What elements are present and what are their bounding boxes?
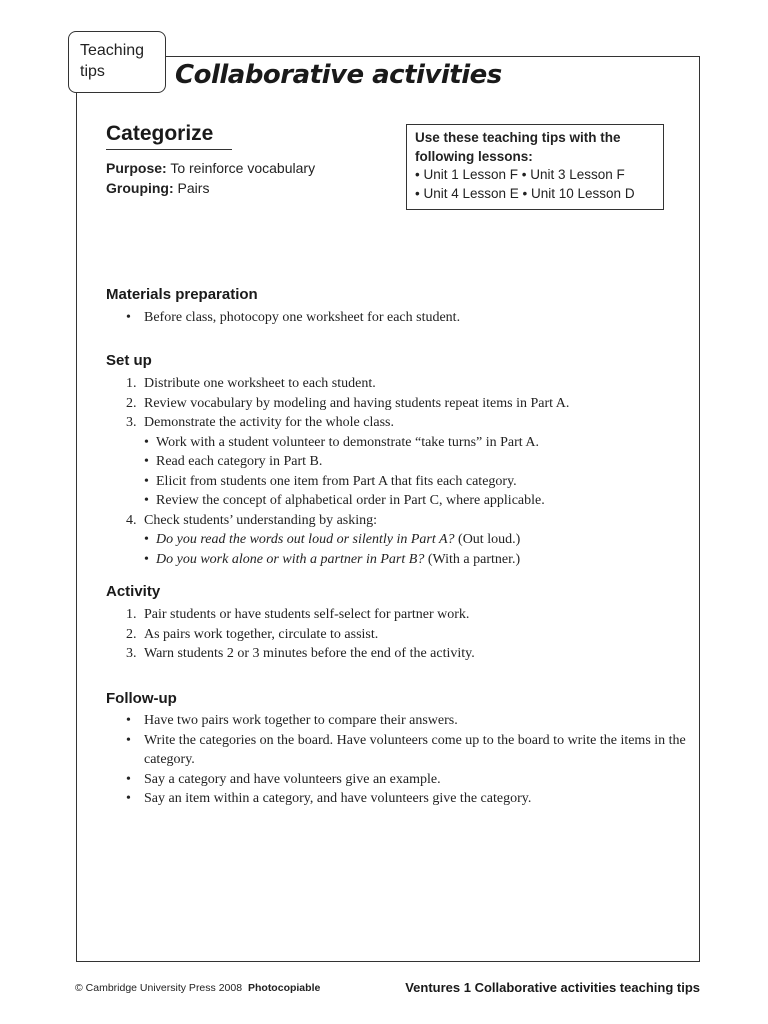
sub-list-item: • Elicit from students one item from Part A that fits each category. (144, 473, 517, 489)
purpose-line (106, 158, 315, 178)
page-title: Collaborative activities (175, 60, 502, 90)
setup-heading: Set up (106, 352, 152, 369)
lessons-heading-1: Use these teaching tips with the (415, 130, 621, 145)
grouping-line (106, 178, 209, 198)
list-item: 1. Distribute one worksheet to each student. (126, 376, 376, 391)
sub-list-item: • Review the concept of alphabetical order in Part C, where applicable. (144, 493, 545, 508)
activity-heading: Activity (106, 583, 161, 600)
sub-list-item: • Work with a student volunteer to demonstrate “take turns” in Part A. (144, 434, 540, 450)
lessons-line-2: • Unit 4 Lesson E • Unit 10 Lesson D (415, 185, 635, 201)
materials-heading: Materials preparation (106, 286, 258, 303)
grouping-value: Pairs (177, 180, 210, 196)
category-heading: Categorize (106, 122, 232, 150)
list-item: • Before class, photocopy one worksheet for each student. (126, 310, 461, 325)
list-item: 3. Demonstrate the activity for the whole class. (126, 415, 394, 430)
list-item: • Say a category and have volunteers give an example. (126, 771, 441, 787)
list-item: 2. As pairs work together, circulate to assist. (126, 626, 379, 642)
tab-line-2: tips (80, 63, 105, 80)
followup-heading: Follow-up (106, 690, 177, 707)
activity-list (126, 605, 686, 664)
list-item: 2. Review vocabulary by modeling and having students repeat items in Part A. (126, 395, 570, 411)
list-item: 3. Warn students 2 or 3 minutes before the end of the activity. (126, 646, 475, 661)
sub-list-item: • Do you read the words out loud or silently in Part A? (Out loud.) (144, 532, 521, 547)
lessons-box (406, 124, 664, 210)
lessons-line-1: • Unit 1 Lesson F • Unit 3 Lesson F (415, 167, 625, 182)
purpose-label: Purpose: (106, 160, 167, 176)
sub-list-item: • Do you work alone or with a partner in Part B? (With a partner.) (144, 551, 521, 567)
lessons-heading-2: following lessons: (415, 148, 533, 164)
materials-list (126, 308, 686, 328)
copyright-text: © Cambridge University Press 2008 (75, 982, 243, 994)
photocopiable-label: Photocopiable (247, 982, 321, 994)
footer-copyright (75, 982, 320, 994)
setup-list (126, 374, 686, 569)
sub-list-item: • Read each category in Part B. (144, 454, 323, 469)
list-item: • Write the categories on the board. Have volunteers come up to the board to write the items in the category. (126, 732, 686, 767)
list-item: 1. Pair students or have students self-select for partner work. (126, 607, 470, 622)
list-item: • Say an item within a category, and have volunteers give the category. (126, 791, 532, 806)
grouping-label: Grouping: (106, 180, 174, 196)
teaching-tips-tab (68, 31, 166, 93)
list-item: 4. Check students’ understanding by asking: (126, 512, 378, 528)
purpose-value: To reinforce vocabulary (170, 160, 316, 176)
tab-line-1: Teaching (80, 42, 145, 59)
footer-title: Ventures 1 Collaborative activities teaching tips (405, 980, 700, 995)
list-item: • Have two pairs work together to compare their answers. (126, 713, 458, 728)
followup-list (126, 711, 686, 809)
